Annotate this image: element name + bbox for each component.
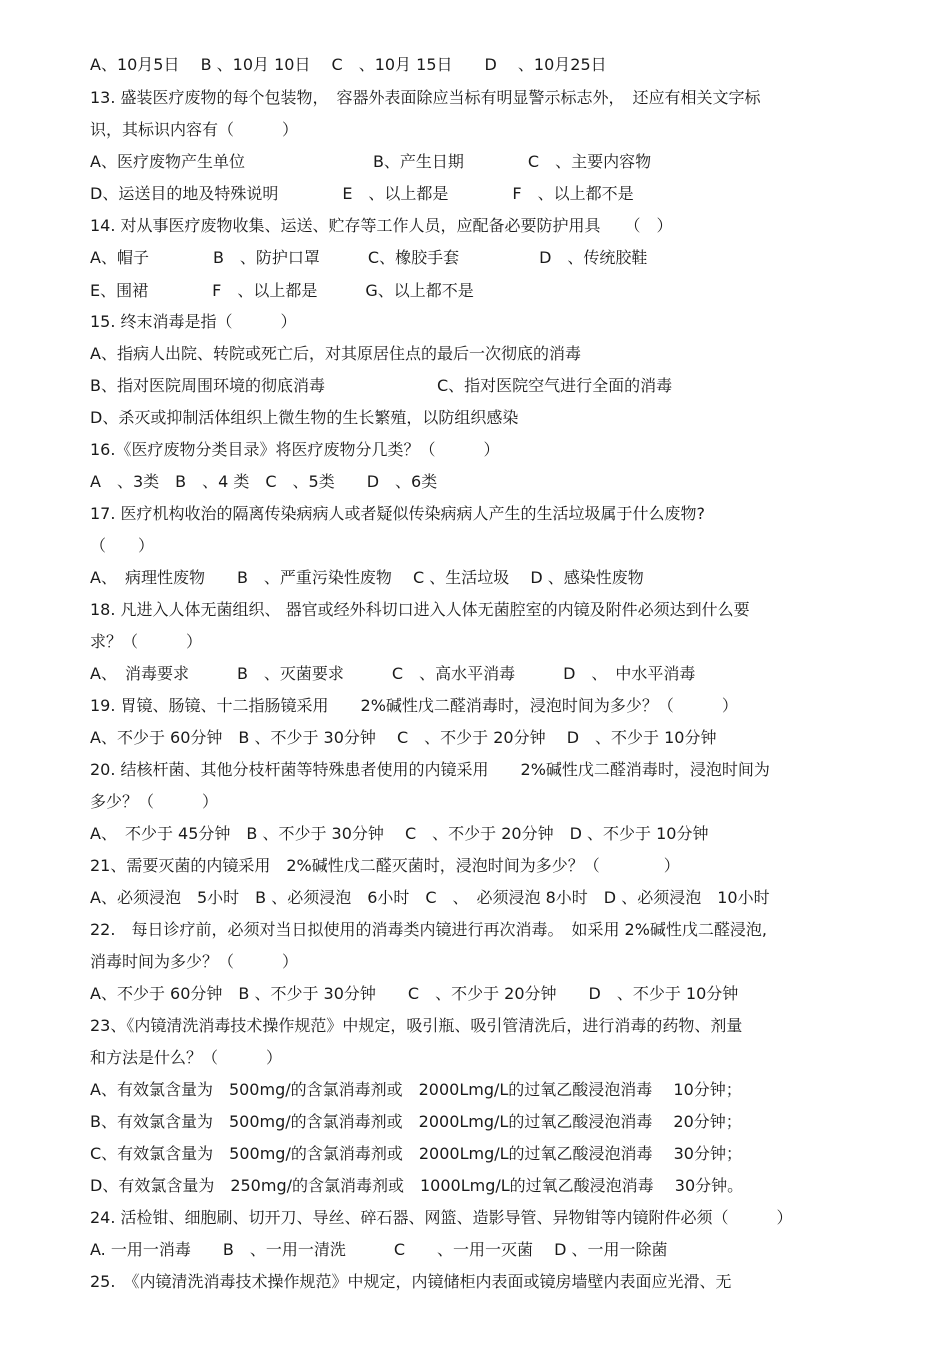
q21-options: A、必须浸泡 5小时 B 、必须浸泡 6小时 C 、 必须浸泡 8小时 D 、必须浸泡 10小时 (90, 888, 770, 907)
q23-option-d: D、有效氯含量为 250mg/的含氯消毒剂或 1000Lmg/L的过氧乙酸浸泡消毒 30分钟。 (90, 1176, 744, 1195)
q13-text: 13. 盛装医疗废物的每个包装物， 容器外表面除应当标有明显警示标志外， 还应有相关文字标 (90, 88, 761, 107)
q15-option-d: D、杀灭或抑制活体组织上微生物的生长繁殖，以防组织感染 (90, 408, 519, 427)
q14-options-1: A、帽子 B 、防护口罩 C、橡胶手套 D 、传统胶鞋 (90, 248, 648, 267)
q19-text: 19. 胃镜、肠镜、十二指肠镜采用 2%碱性戊二醛消毒时，浸泡时间为多少？（ ） (90, 696, 738, 715)
q16-options: A 、3类 B 、4 类 C 、5类 D 、6类 (90, 472, 438, 491)
q24-options: A. 一用一消毒 B 、一用一清洗 C 、一用一灭菌 D 、一用一除菌 (90, 1240, 668, 1259)
q22-text: 22. 每日诊疗前，必须对当日拟使用的消毒类内镜进行再次消毒。 如采用 2%碱性戊二醛浸泡, (90, 920, 768, 939)
q12-options: A、10月5日 B 、10月 10日 C 、10月 15日 D 、10月25日 (90, 55, 607, 74)
q23-option-a: A、有效氯含量为 500mg/的含氯消毒剂或 2000Lmg/L的过氧乙酸浸泡消毒 10分钟； (90, 1080, 742, 1099)
q13-options-2: D、运送目的地及特殊说明 E 、以上都是 F 、以上都不是 (90, 184, 634, 203)
q17-options: A、 病理性废物 B 、严重污染性废物 C 、生活垃圾 D 、感染性废物 (90, 568, 644, 587)
q25-text: 25. 《内镜清洗消毒技术操作规范》中规定，内镜储柜内表面或镜房墙壁内表面应光滑、无 (90, 1272, 732, 1291)
q18-text: 18. 凡进入人体无菌组织、 器官或经外科切口进入人体无菌腔室的内镜及附件必须达到什么要 (90, 600, 750, 619)
q16-text: 16.《医疗废物分类目录》将医疗废物分几类？（ ） (90, 440, 500, 459)
q20-options: A、 不少于 45分钟 B 、不少于 30分钟 C 、不少于 20分钟 D 、不少于 10分钟 (90, 824, 709, 843)
q15-option-a: A、指病人出院、转院或死亡后，对其原居住点的最后一次彻底的消毒 (90, 344, 581, 363)
q23-text-cont: 和方法是什么？（ ） (90, 1048, 283, 1067)
q19-options: A、不少于 60分钟 B 、不少于 30分钟 C 、不少于 20分钟 D 、不少于 10分钟 (90, 728, 717, 747)
q15-text: 15. 终末消毒是指（ ） (90, 312, 297, 331)
q13-options-1: A、医疗废物产生单位 B、产生日期 C 、主要内容物 (90, 152, 652, 171)
q14-text: 14. 对从事医疗废物收集、运送、贮存等工作人员，应配备必要防护用具 （ ） (90, 216, 673, 235)
q14-options-2: E、围裙 F 、以上都是 G、以上都不是 (90, 281, 474, 300)
q23-text: 23、《内镜清洗消毒技术操作规范》中规定，吸引瓶、吸引管清洗后，进行消毒的药物、剂量 (90, 1016, 743, 1035)
q18-options: A、 消毒要求 B 、灭菌要求 C 、高水平消毒 D 、 中水平消毒 (90, 664, 696, 683)
q18-text-cont: 求？（ ） (90, 632, 203, 651)
q17-text-cont: （ ） (90, 536, 155, 555)
q21-text: 21、需要灭菌的内镜采用 2%碱性戊二醛灭菌时，浸泡时间为多少？（ ） (90, 856, 680, 875)
q22-text-cont: 消毒时间为多少？（ ） (90, 952, 299, 971)
q13-text-cont: 识，其标识内容有（ ） (90, 120, 299, 139)
q22-options: A、不少于 60分钟 B 、不少于 30分钟 C 、不少于 20分钟 D 、不少于 10分钟 (90, 984, 739, 1003)
q15-option-bc: B、指对医院周围环境的彻底消毒 C、指对医院空气进行全面的消毒 (90, 376, 673, 395)
q23-option-c: C、有效氯含量为 500mg/的含氯消毒剂或 2000Lmg/L的过氧乙酸浸泡消毒 30分钟； (90, 1144, 742, 1163)
q23-option-b: B、有效氯含量为 500mg/的含氯消毒剂或 2000Lmg/L的过氧乙酸浸泡消毒 20分钟； (90, 1112, 742, 1131)
q20-text: 20. 结核杆菌、其他分枝杆菌等特殊患者使用的内镜采用 2%碱性戊二醛消毒时，浸泡时间为 (90, 760, 770, 779)
q24-text: 24. 活检钳、细胞刷、切开刀、导丝、碎石器、网篮、造影导管、异物钳等内镜附件必须（ ） (90, 1208, 793, 1227)
q20-text-cont: 多少？（ ） (90, 792, 219, 811)
q17-text: 17. 医疗机构收治的隔离传染病病人或者疑似传染病病人产生的生活垃圾属于什么废物? (90, 504, 706, 523)
